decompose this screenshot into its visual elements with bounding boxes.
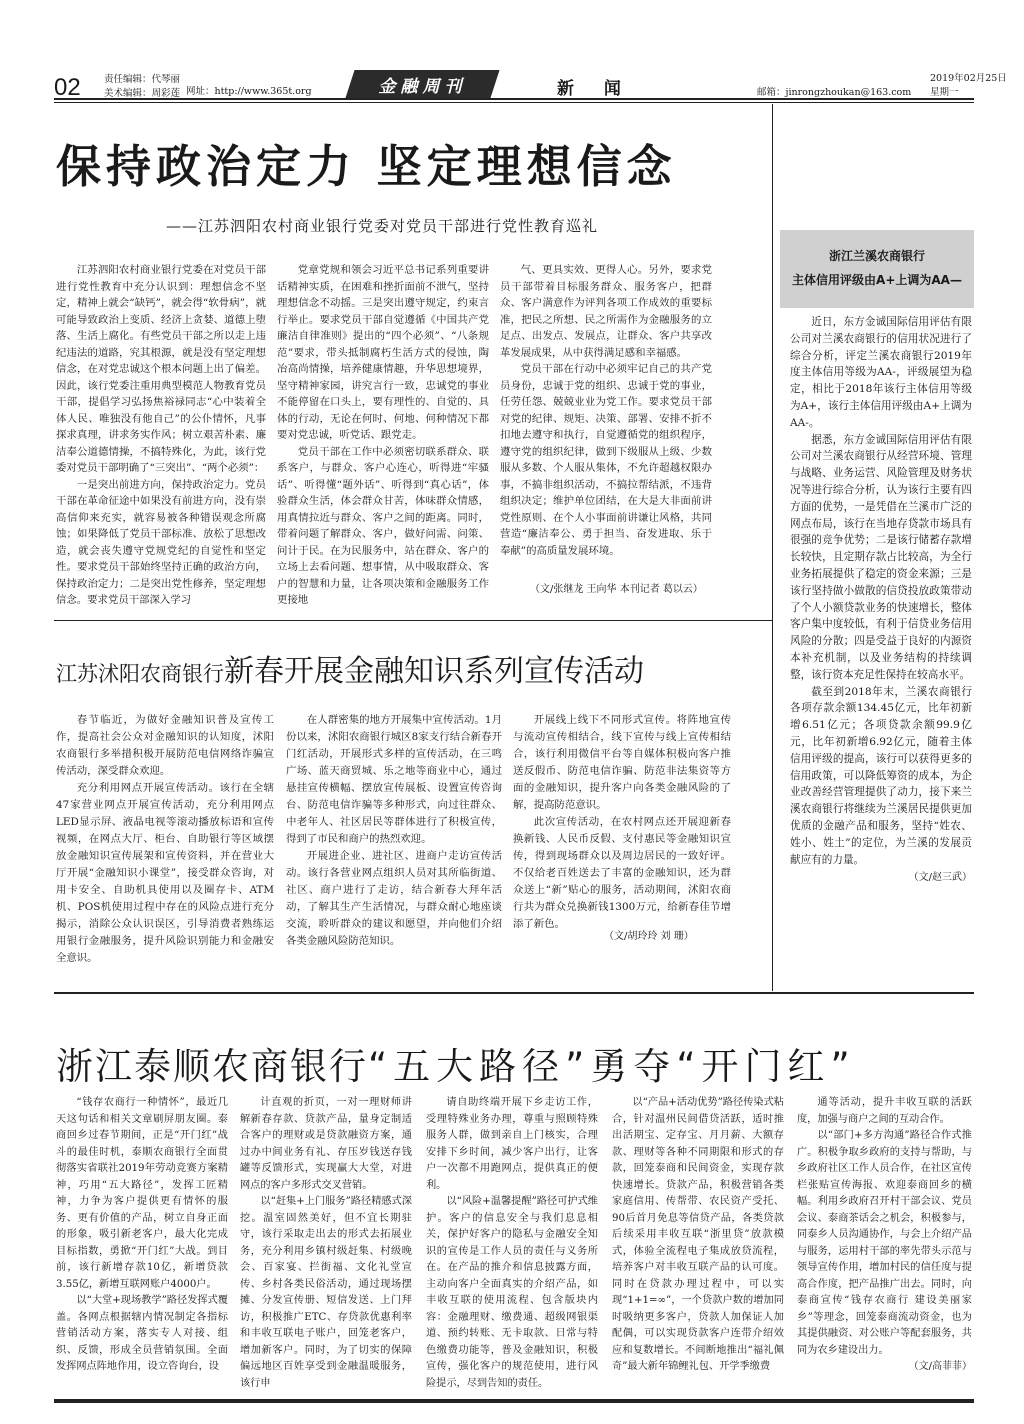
article-column	[797, 1095, 972, 1376]
paragraph: 以“赶集+上门服务”路径精感式深挖。温室固然美好，但不宜长期驻守，该行采取走出去的形式去拓展业务，充分利用乡镇村级赶集、村级晚会、百家宴、拦街福、文化礼堂宣传、乡村各类民俗活动，通过现场摆摊、分发宣传册、短信发送、上门拜访，积极推广ETC、存贷款优惠利率和丰收互联电子账户，回笼老客户，增加新客户。同时，为了切实的保障偏远地区百姓享受到金融温暖服务，该行申	[240, 1196, 412, 1389]
editor-line: 责任编辑：代琴丽	[104, 74, 181, 85]
contact-email[interactable]: 邮箱：jinrongzhoukan@163.com	[757, 87, 912, 98]
article-column	[426, 1095, 598, 1392]
paragraph: 此次宣传活动，在农村网点还开展迎新春换新钱、人民币反假、支付惠民等金融知识宣传，得到现场群众以及周边居民的一致好评。不仅给老百姓送去了丰富的金融知识，还为群众送上“新”贴心的服务，活动期间，沭阳农商行共为群众兑换新钱1300万元，给新春佳节增添了新色。	[513, 816, 731, 930]
article-title: 保持政治定力 坚定理想信念	[56, 140, 677, 193]
paragraph: 在人群密集的地方开展集中宣传活动。1月份以来，沭阳农商银行城区8家支行结合新春开门红活动，开展形式多样的宣传活动，在三鸣广场、蓝天商贸城、乐之地等商业中心，通过悬挂宣传横幅、摆放宣传展板、设置宣传咨询台、防范电信诈骗等多种形式，向过往群众、中老年人、社区居民等群体进行了积极宣传，得到了市民和商户的热烈欢迎。	[286, 714, 502, 845]
section-divider	[54, 992, 974, 994]
article-column	[240, 1095, 412, 1392]
title-main: 新春开展金融知识系列宣传活动	[224, 654, 644, 689]
paragraph: 党员干部在工作中必须密切联系群众、联系客户，与群众、客户心连心，听得进“牢骚话”、听得懂“题外话”、听得到“真心话”，体验群众生活，体会群众甘苦，体味群众情感，用真情拉近与群众、客户之间的距离。同时，带着问题了解群众、客户，做好问需、问策、问计于民。在为民服务中，站在群众、客户的立场上去看问题、想事情，从中吸取群众、客户的智慧和力量，让各项决策和金融服务工作更接地	[277, 445, 489, 606]
paragraph: 通等活动，提升丰收互联的活跃度，加强与商户之间的互动合作。	[797, 1097, 972, 1125]
column-divider	[772, 104, 773, 991]
editor-credits	[104, 73, 194, 101]
sidebar-title	[780, 244, 974, 292]
paragraph: 气、更具实效、更得人心。另外，要求党员干部带着目标服务群众、服务客户，把群众、客户满意作为评判各项工作成效的重要标准，把民之所想、民之所需作为金融服务的立足点、出发点、发展点，让群众、客户共享改革发展成果，从中获得满足感和幸福感。	[500, 264, 712, 359]
article-column	[277, 262, 489, 609]
sidebar-body	[790, 314, 972, 887]
paragraph: 以“部门+多方沟通”路径合作式推广。积极争取乡政府的支持与帮助，与乡政府社区工作人员合作，在社区宣传栏张贴宣传海报、欢迎泰商回乡的横幅。利用乡政府召开村干部会议、党员会议、泰商茶话会之机会，积极参与，同泰乡人员沟通协作，与会上介绍产品与服务，运用村干部的率先带头示范与领导宣传作用，增加村民的信任度与提高合作度，把产品推广出去。同时，向泰商宣传“钱存农商行 建设美丽家乡”等理念，回笼泰商流动资金，也为其提供融资、对公账户等配套服务，共同为农乡建设出力。	[797, 1130, 972, 1356]
paragraph: 党员干部在行动中必须牢记自己的共产党员身份，忠诚于党的组织、忠诚于党的事业，任劳任怨、兢兢业业为党工作。要求党员干部对党的纪律、规矩、决策、部署、安排不折不扣地去遵守和执行，自觉遵循党的组织程序，遵守党的组织纪律，做到下级服从上级、少数服从多数、个人服从集体，不允许超越权限办事，不搞非组织活动，不搞拉帮结派，不违背组织决定；维护单位团结，在大是大非面前讲党性原则、在个人小事面前讲谦让风格，共同营造“廉洁奉公、勇于担当、奋发进取、乐于奉献”的高质量发展环境。	[500, 363, 712, 557]
weekday-text: 星期一	[930, 87, 959, 98]
article-column	[56, 262, 266, 609]
paragraph: 近日，东方金诚国际信用评估有限公司对兰溪农商银行的信用状况进行了综合分析，评定兰溪农商银行2019年度主体信用等级为AA-，评级展望为稳定，相比于2018年该行主体信用等级为A+，该行主体信用评级由A+上调为AA-。	[790, 316, 972, 429]
paragraph: 一是突出前进方向，保持政治定力。党员干部在革命征途中如果没有前进方向，没有崇高信仰来充实，就容易被各种错误观念所腐蚀；如果降低了党员干部标准、放松了思想改造，就会丧失遵守党规党纪的自觉性和坚定性。要求党员干部始终坚持正确的政治方向，保持政治定力；二是突出党性修养，坚定理想信念。要求党员干部深入学习	[56, 478, 266, 606]
page-number: 02	[54, 74, 81, 101]
paragraph: 以“产品+活动优势”路径传染式粘合，针对温州民间借贷活跃，适时推出活期宝、定存宝、月月薪、大额存款、理财等各种不同期限和形式的存款，回笼泰商和民间资金，实现存款快速增长。贷款产品，积极营销各类家庭信用、传帮带、农民资产受托、90后首月免息等信贷产品，各类贷款后续采用丰收互联“浙里贷”放款模式，体验全流程电子集成放贷流程，培养客户对丰收互联产品的认可度。同时在贷款办理过程中，可以实现“1+1=∞”，一个贷款户数的增加同时吸纳更多客户，贷款人加保证人加配偶，可以实现贷款客户连带介绍效应和复数增长。不间断地推出“福礼佩奇”最大新年锦鲤礼包、开学季缴费	[612, 1097, 784, 1372]
article-column	[286, 712, 502, 950]
paragraph: “钱存农商行一种情怀”，最近几天这句话和相关文章刷屏朋友圈。泰商回乡过春节期间，正是“开门红”战斗的最佳时机，泰顺农商银行全面贯彻落实省联社2019年劳动竞赛方案精神，巧用“五大路径”，发挥工匠精神，力争为客户提供更有情怀的服务、更有价值的产品，树立自身正面的形象，吸引新老客户，最大化完成目标指数，勇掀“开门红”大战。到目前，该行新增存款10亿，新增贷款3.55亿，新增互联网账户4000户。	[56, 1097, 228, 1290]
article-subtitle: ——江苏泗阳农村商业银行党委对党员干部进行党性教育巡礼	[166, 217, 599, 235]
article-column	[500, 262, 712, 559]
issue-date	[930, 72, 1007, 100]
sidebar-byline: （文/赵三武）	[908, 872, 972, 884]
title-main: “五大路径”勇夺“开门红”	[368, 1045, 856, 1088]
paragraph: 开展进企业、进社区、进商户走访宣传活动。该行各营业网点组织人员对其所临街道、社区、商户进行了走访，结合新春大拜年活动，了解其生产生活情况，与群众耐心地座谈交流，聆听群众的建议和愿望，并向他们介绍各类金融风险防范知识。	[286, 850, 502, 947]
footer-rule	[54, 1399, 974, 1403]
paragraph: 开展线上线下不同形式宣传。将阵地宣传与流动宣传相结合，线下宣传与线上宣传相结合，该行利用微信平台等自媒体积极向客户推送反假币、防范电信诈骗、防范非法集资等方面的金融知识，提升客户向各类金融风险的了解，提高防范意识。	[513, 714, 731, 811]
sidebar-title-line: 主体信用评级由A+上调为AA—	[792, 273, 962, 287]
header-rule	[54, 98, 974, 100]
article-byline: （文/胡玲玲 刘 珊）	[604, 931, 694, 942]
paragraph: 据悉，东方金诚国际信用评估有限公司对兰溪农商银行从经营环境、管理与战略、业务运营、风险管理及财务状况等进行综合分析，认为该行主要有四方面的优势，一是凭借在兰溪市广泛的网点布局，该行在当地存贷款市场具有很强的竞争优势；二是该行储蓄存款增长较快，且定期存款占比较高，为全行业务拓展提供了稳定的资金来源；三是该行坚持做小做散的信贷投放政策带动了个人小额贷款业务的快速增长，整体客户集中度较低，有利于信贷业务信用风险的分散；四是受益于良好的内源资本补充机制，以及业务结构的持续调整，该行资本充足性保持在较高水平。	[790, 433, 972, 681]
article-title	[56, 646, 644, 690]
section-name: 新 闻	[557, 79, 633, 99]
paragraph: 截至到2018年末，兰溪农商银行各项存款余额134.45亿元，比年初新增6.51亿元；各项贷款余额99.9亿元，比年初新增6.92亿元，随着主体信用评级的提高，该行可以获得更多的信用政策，可以降低筹资的成本，为企业改善经营管理提供了动力，接下来兰溪农商银行将继续为兰溪居民提供更加优质的金融产品和服务，坚持“姓农、姓小、姓土”的定位，为兰溪的发展贡献应有的力量。	[790, 685, 972, 866]
paragraph: 春节临近，为做好金融知识普及宣传工作，提高社会公众对金融知识的认知度，沭阳农商银行多举措积极开展防范电信网络诈骗宣传活动，深受群众欢迎。	[56, 714, 274, 777]
article-title	[56, 1036, 856, 1090]
sidebar-title-line: 浙江兰溪农商银行	[828, 249, 925, 263]
article-byline: （文/张继龙 王向华 本刊记者 葛以云）	[530, 584, 703, 595]
date-text: 2019年02月25日	[930, 73, 1007, 84]
title-prefix: 浙江泰顺农商银行	[56, 1045, 368, 1088]
paragraph: 江苏泗阳农村商业银行党委在对党员干部进行党性教育中充分认识到：理想信念不坚定，精神上就会“缺钙”，就会得“软骨病”，就可能导致政治上变质、经济上贪婪、道德上堕落、生活上腐化。有些党员干部之所以走上违纪违法的道路，究其根源，就是没有坚定理想信念，在对党忠诚这个根本问题上出了偏差。因此，该行党委注重用典型模范人物教育党员干部，提倡学习弘扬焦裕禄同志“心中装着全体人民、唯独没有他自己”的公仆情怀，凡事探求真理，讲求务实作风；树立艰苦朴素、廉洁奉公道德情操，不搞特殊化，为此，该行党委对党员干部明确了“三突出”、“两个必须”：	[56, 264, 266, 474]
paragraph: 以“风险+温馨提醒”路径可护式维护。客户的信息安全与我们息息相关，保护好客户的隐私与金融安全知识的宣传是工作人员的责任与义务所在。在产品的推介和信息披露方面，主动向客户全面真实的介绍产品，如丰收互联的使用流程、包含版块内容：金融理财、缴费通、超级网银渠道、预约转账、无卡取款、日常与特色缴费功能等，普及金融知识，积极宣传，强化客户的规范使用，进行风险提示，尽到告知的责任。	[426, 1196, 598, 1389]
paragraph: 请自助终端开展下乡走访工作，受理特殊业务办理，尊重与照顾特殊服务人群，做到亲自上门核实，合理安排下乡时间，减少客户出行，让客户一次都不用跑网点，提供真正的便利。	[426, 1097, 598, 1191]
paragraph: 党章党规和领会习近平总书记系列重要讲话精神实质，在困难和挫折面前不泄气，坚持理想信念不动摇。三是突出遵守规定，约束言行举止。要求党员干部自觉遵循《中国共产党廉洁自律准则》提出的“四个必须”、“八条规范”要求，带头抵制腐朽生活方式的侵蚀，陶冶高尚情操，培养健康情趣，升华思想境界，坚守精神家园，讲究言行一致，忠诚党的事业不能停留在口头上，要有理性的、自觉的、具体的行动，无论在何时、何地、何种情况下都要对党忠诚，听党话、跟党走。	[277, 264, 489, 441]
article-byline: （文/高菲菲）	[908, 1361, 972, 1372]
article-column	[612, 1095, 784, 1376]
title-prefix: 江苏沭阳农商银行	[56, 662, 224, 686]
section-divider	[54, 620, 772, 621]
article-column	[56, 1095, 228, 1376]
article-column	[56, 712, 274, 967]
paragraph: 计直观的折页，一对一理财师讲解新春存款、贷款产品，量身定制适合客户的理财或是贷款融资方案，通过办中间业务有礼、存压岁钱送存钱罐等反馈形式，实现赢大大堂，对进网点的客户多形式交叉营销。	[240, 1097, 412, 1191]
paragraph: 以“大堂+现场教学”路径发挥式覆盖。各网点根据辖内情况制定各指标营销活动方案，落实专人对接、组织、反馈，形成全员营销氛围。全面发挥网点阵地作用，设立咨询台，设	[56, 1295, 228, 1372]
newspaper-brand: 金融周刊	[378, 77, 467, 97]
article-column	[513, 712, 731, 933]
paragraph: 充分利用网点开展宣传活动。该行在全辖47家营业网点开展宣传活动，充分利用网点LED显示屏、液晶电视等滚动播放标语和宣传视频，在网点大厅、柜台、自助银行等区域摆放金融知识宣传展架和宣传资料，并在营业大厅开展“金融知识小课堂”，接受群众咨询，对用卡安全、自助机具使用以及圈存卡、ATM机、POS机使用过程中存在的风险点进行充分揭示，消除公众认识误区，引导消费者熟练运用银行金融服务，提升风险识别能力和金融安全意识。	[56, 782, 274, 964]
art-editor-line: 美术编辑：周彩莲	[104, 88, 181, 99]
website-url[interactable]: 网址：http://www.365t.org	[186, 86, 312, 97]
header-rule-thin	[54, 102, 974, 103]
